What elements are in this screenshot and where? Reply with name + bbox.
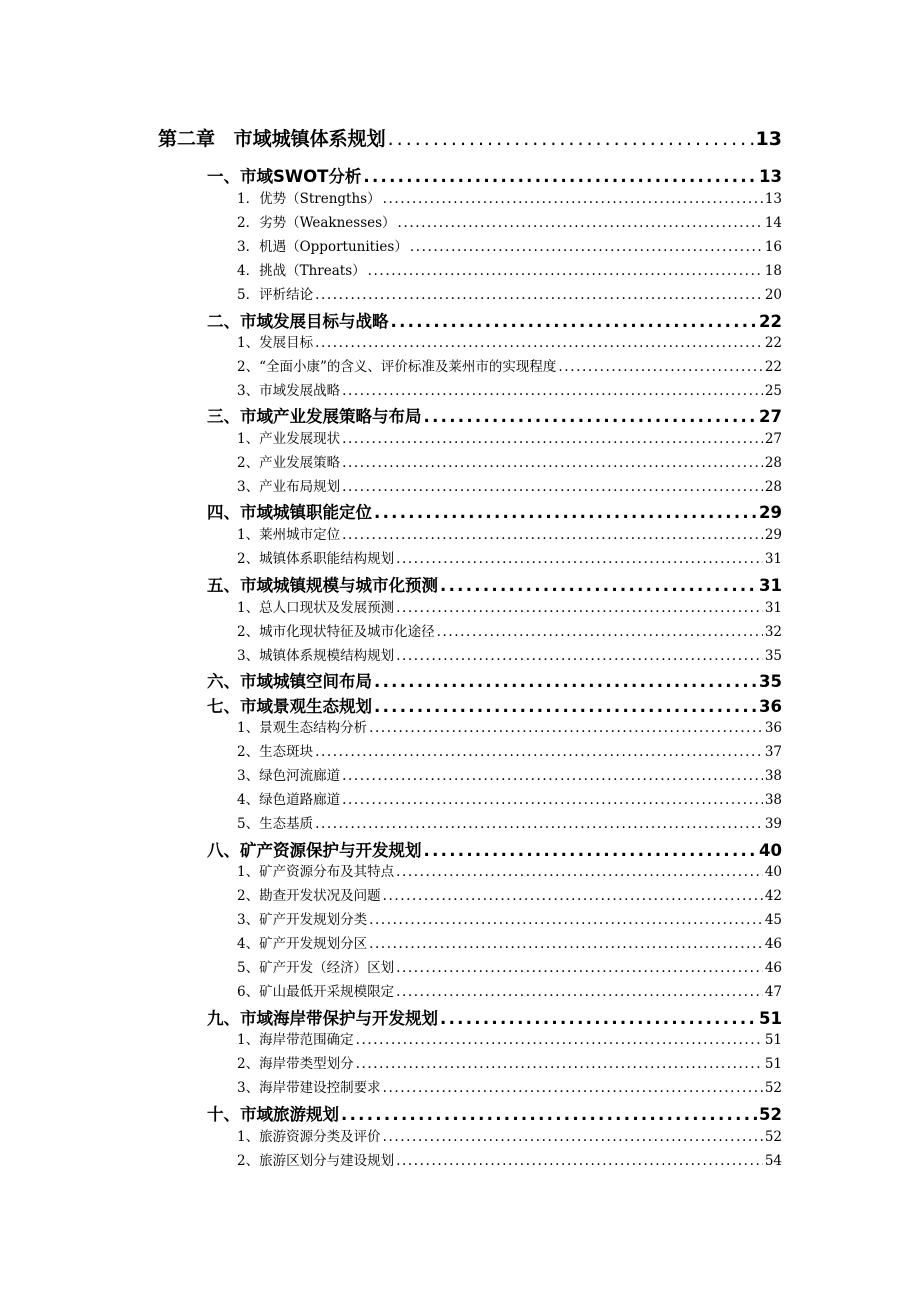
dot-leader: [396, 984, 763, 1000]
toc-entry-title: 3．机遇（Opportunities）: [237, 239, 408, 255]
toc-entry-title: 5、生态基质: [237, 816, 314, 832]
toc-entry-title: 3、矿产开发规划分类: [237, 912, 368, 928]
toc-entry-page-number: 52: [764, 1080, 782, 1096]
dot-leader: [315, 816, 763, 832]
dot-leader: [388, 128, 754, 150]
toc-entry-sub[interactable]: [237, 523, 782, 543]
dot-leader: [396, 551, 763, 567]
toc-entry-page-number: 13: [755, 128, 782, 150]
toc-entry-title: 1、发展目标: [237, 335, 314, 351]
toc-entry-title: 九、市域海岸带保护与开发规划: [207, 1009, 438, 1028]
dot-leader: [383, 191, 763, 207]
toc-entry-page-number: 31: [764, 600, 782, 616]
toc-entry-sub[interactable]: [237, 740, 782, 760]
toc-entry-title: 2、生态斑块: [237, 744, 314, 760]
toc-entry-sub[interactable]: [237, 211, 782, 231]
dot-leader: [398, 215, 763, 231]
toc-entry-page-number: 31: [764, 551, 782, 567]
toc-entry-title: 四、市域城镇职能定位: [207, 503, 372, 522]
toc-entry-title: 1．优势（Strengths）: [237, 191, 381, 207]
dot-leader: [396, 1153, 763, 1169]
toc-entry-section[interactable]: [207, 837, 782, 861]
dot-leader: [342, 479, 763, 495]
toc-entry-title: 2、勘查开发状况及问题: [237, 888, 381, 904]
toc-entry-title: 2、城市化现状特征及城市化途径: [237, 624, 435, 640]
toc-entry-title: 八、矿产资源保护与开发规划: [207, 841, 422, 860]
toc-entry-title: 3、海岸带建设控制要求: [237, 1080, 381, 1096]
toc-entry-page-number: 22: [764, 335, 782, 351]
toc-entry-page-number: 13: [759, 167, 782, 186]
toc-entry-title: 1、景观生态结构分析: [237, 720, 368, 736]
toc-entry-sub[interactable]: [237, 427, 782, 447]
toc-entry-sub[interactable]: [237, 283, 782, 303]
toc-entry-section[interactable]: [207, 1101, 782, 1125]
toc-entry-title: 2、产业发展策略: [237, 455, 341, 471]
toc-entry-page-number: 47: [764, 984, 782, 1000]
toc-entry-page-number: 14: [764, 215, 782, 231]
toc-entry-title: 4、矿产开发规划分区: [237, 936, 368, 952]
toc-entry-sub[interactable]: [237, 908, 782, 928]
dot-leader: [369, 912, 763, 928]
toc-entry-page-number: 54: [764, 1153, 782, 1169]
toc-entry-sub[interactable]: [237, 451, 782, 471]
toc-entry-section[interactable]: [207, 403, 782, 427]
toc-entry-page-number: 52: [759, 1105, 782, 1124]
toc-entry-page-number: 27: [759, 407, 782, 426]
toc-entry-title: 七、市域景观生态规划: [207, 697, 372, 716]
toc-entry-title: 1、矿产资源分布及其特点: [237, 864, 395, 880]
dot-leader: [558, 359, 762, 375]
toc-entry-section[interactable]: [207, 668, 782, 692]
toc-entry-page-number: 28: [764, 479, 782, 495]
toc-entry-title: 第二章 市域城镇体系规划: [158, 128, 386, 150]
toc-entry-title: 2、海岸带类型划分: [237, 1056, 354, 1072]
toc-entry-chapter[interactable]: [158, 124, 782, 151]
toc-entry-title: 1、总人口现状及发展预测: [237, 600, 395, 616]
toc-entry-sub[interactable]: [237, 547, 782, 567]
toc-entry-page-number: 36: [759, 697, 782, 716]
toc-entry-title: 5．评析结论: [237, 287, 314, 303]
dot-leader: [410, 239, 763, 255]
toc-entry-page-number: 36: [764, 720, 782, 736]
dot-leader: [356, 1032, 763, 1048]
toc-entry-page-number: 13: [764, 191, 782, 207]
toc-entry-page-number: 40: [759, 841, 782, 860]
toc-entry-title: 1、旅游资源分类及评价: [237, 1129, 381, 1145]
toc-entry-sub[interactable]: [237, 980, 782, 1000]
toc-entry-sub[interactable]: [237, 379, 782, 399]
toc-entry-title: 六、市域城镇空间布局: [207, 672, 372, 691]
toc-entry-page-number: 46: [764, 936, 782, 952]
toc-entry-sub[interactable]: [237, 355, 782, 375]
toc-entry-sub[interactable]: [237, 1076, 782, 1096]
dot-leader: [440, 1009, 757, 1028]
dot-leader: [396, 864, 763, 880]
toc-entry-sub[interactable]: [237, 1052, 782, 1072]
toc-entry-page-number: 45: [764, 912, 782, 928]
dot-leader: [391, 312, 758, 331]
toc-entry-page-number: 39: [764, 816, 782, 832]
toc-entry-page-number: 35: [759, 672, 782, 691]
dot-leader: [374, 672, 757, 691]
dot-leader: [342, 455, 763, 471]
dot-leader: [396, 648, 763, 664]
dot-leader: [369, 936, 763, 952]
toc-entry-page-number: 28: [764, 455, 782, 471]
toc-entry-page-number: 51: [764, 1032, 782, 1048]
toc-entry-page-number: 52: [764, 1129, 782, 1145]
toc-entry-sub[interactable]: [237, 812, 782, 832]
toc-entry-sub[interactable]: [237, 620, 782, 640]
toc-entry-title: 4．挑战（Threats）: [237, 263, 366, 279]
toc-entry-section[interactable]: [207, 693, 782, 717]
toc-entry-title: 2、城镇体系职能结构规划: [237, 551, 395, 567]
toc-entry-title: 五、市域城镇规模与城市化预测: [207, 576, 438, 595]
dot-leader: [342, 792, 763, 808]
toc-entry-title: 5、矿产开发（经济）区划: [237, 960, 395, 976]
toc-entry-page-number: 51: [759, 1009, 782, 1028]
toc-entry-page-number: 37: [764, 744, 782, 760]
toc-entry-title: 1、莱州城市定位: [237, 527, 341, 543]
toc-entry-sub[interactable]: [237, 1149, 782, 1169]
toc-entry-title: 2、旅游区划分与建设规划: [237, 1153, 395, 1169]
toc-entry-title: 3、产业布局规划: [237, 479, 341, 495]
toc-entry-page-number: 25: [764, 383, 782, 399]
toc-entry-page-number: 27: [764, 431, 782, 447]
dot-leader: [383, 1129, 763, 1145]
toc-entry-sub[interactable]: [237, 1028, 782, 1048]
dot-leader: [315, 287, 763, 303]
dot-leader: [396, 960, 763, 976]
toc-entry-page-number: 29: [764, 527, 782, 543]
toc-entry-page-number: 38: [764, 792, 782, 808]
toc-entry-section[interactable]: [207, 499, 782, 523]
toc-entry-sub[interactable]: [237, 764, 782, 784]
toc-entry-section[interactable]: [207, 163, 782, 187]
dot-leader: [396, 600, 763, 616]
dot-leader: [342, 431, 763, 447]
dot-leader: [356, 1056, 763, 1072]
dot-leader: [440, 576, 757, 595]
dot-leader: [374, 503, 757, 522]
dot-leader: [383, 1080, 763, 1096]
toc-entry-title: 2、“全面小康”的含义、评价标准及莱州市的实现程度: [237, 359, 557, 375]
toc-entry-sub[interactable]: [237, 644, 782, 664]
toc-entry-section[interactable]: [207, 572, 782, 596]
toc-entry-page-number: 40: [764, 864, 782, 880]
dot-leader: [437, 624, 763, 640]
toc-entry-sub[interactable]: [237, 235, 782, 255]
toc-entry-page-number: 18: [764, 263, 782, 279]
dot-leader: [341, 1105, 757, 1124]
toc-entry-page-number: 31: [759, 576, 782, 595]
dot-leader: [315, 335, 763, 351]
toc-entry-title: 2．劣势（Weaknesses）: [237, 215, 396, 231]
dot-leader: [374, 697, 757, 716]
toc-entry-title: 1、产业发展现状: [237, 431, 341, 447]
toc-entry-page-number: 32: [764, 624, 782, 640]
toc-entry-sub[interactable]: [237, 259, 782, 279]
toc-entry-sub[interactable]: [237, 331, 782, 351]
toc-entry-sub[interactable]: [237, 956, 782, 976]
toc-entry-page-number: 38: [764, 768, 782, 784]
toc-entry-page-number: 20: [764, 287, 782, 303]
toc-entry-sub[interactable]: [237, 1125, 782, 1145]
toc-entry-title: 4、绿色道路廊道: [237, 792, 341, 808]
toc-entry-sub[interactable]: [237, 596, 782, 616]
toc-entry-title: 3、城镇体系规模结构规划: [237, 648, 395, 664]
toc-entry-page-number: 16: [764, 239, 782, 255]
toc-entry-title: 三、市域产业发展策略与布局: [207, 407, 422, 426]
dot-leader: [383, 888, 763, 904]
dot-leader: [368, 263, 763, 279]
toc-entry-title: 6、矿山最低开采规模限定: [237, 984, 395, 1000]
toc-entry-sub[interactable]: [237, 788, 782, 808]
toc-entry-title: 十、市域旅游规划: [207, 1105, 339, 1124]
toc-entry-sub[interactable]: [237, 884, 782, 904]
toc-entry-sub[interactable]: [237, 475, 782, 495]
toc-entry-page-number: 46: [764, 960, 782, 976]
toc-entry-page-number: 22: [764, 359, 782, 375]
toc-entry-sub[interactable]: [237, 716, 782, 736]
toc-entry-title: 二、市域发展目标与战略: [207, 312, 389, 331]
toc-entry-page-number: 22: [759, 312, 782, 331]
dot-leader: [342, 527, 763, 543]
dot-leader: [342, 383, 763, 399]
toc-entry-page-number: 51: [764, 1056, 782, 1072]
toc-entry-title: 3、绿色河流廊道: [237, 768, 341, 784]
dot-leader: [342, 768, 763, 784]
toc-entry-page-number: 29: [759, 503, 782, 522]
toc-entry-sub[interactable]: [237, 932, 782, 952]
toc-entry-sub[interactable]: [237, 187, 782, 207]
toc-entry-title: 3、市域发展战略: [237, 383, 341, 399]
dot-leader: [424, 841, 758, 860]
toc-entry-section[interactable]: [207, 1005, 782, 1029]
dot-leader: [363, 167, 757, 186]
toc-entry-section[interactable]: [207, 308, 782, 332]
toc-entry-page-number: 42: [764, 888, 782, 904]
dot-leader: [315, 744, 763, 760]
toc-entry-sub[interactable]: [237, 860, 782, 880]
toc-entry-title: 一、市域SWOT分析: [207, 167, 362, 186]
dot-leader: [424, 407, 758, 426]
toc-entry-page-number: 35: [764, 648, 782, 664]
toc-entry-title: 1、海岸带范围确定: [237, 1032, 354, 1048]
dot-leader: [369, 720, 763, 736]
